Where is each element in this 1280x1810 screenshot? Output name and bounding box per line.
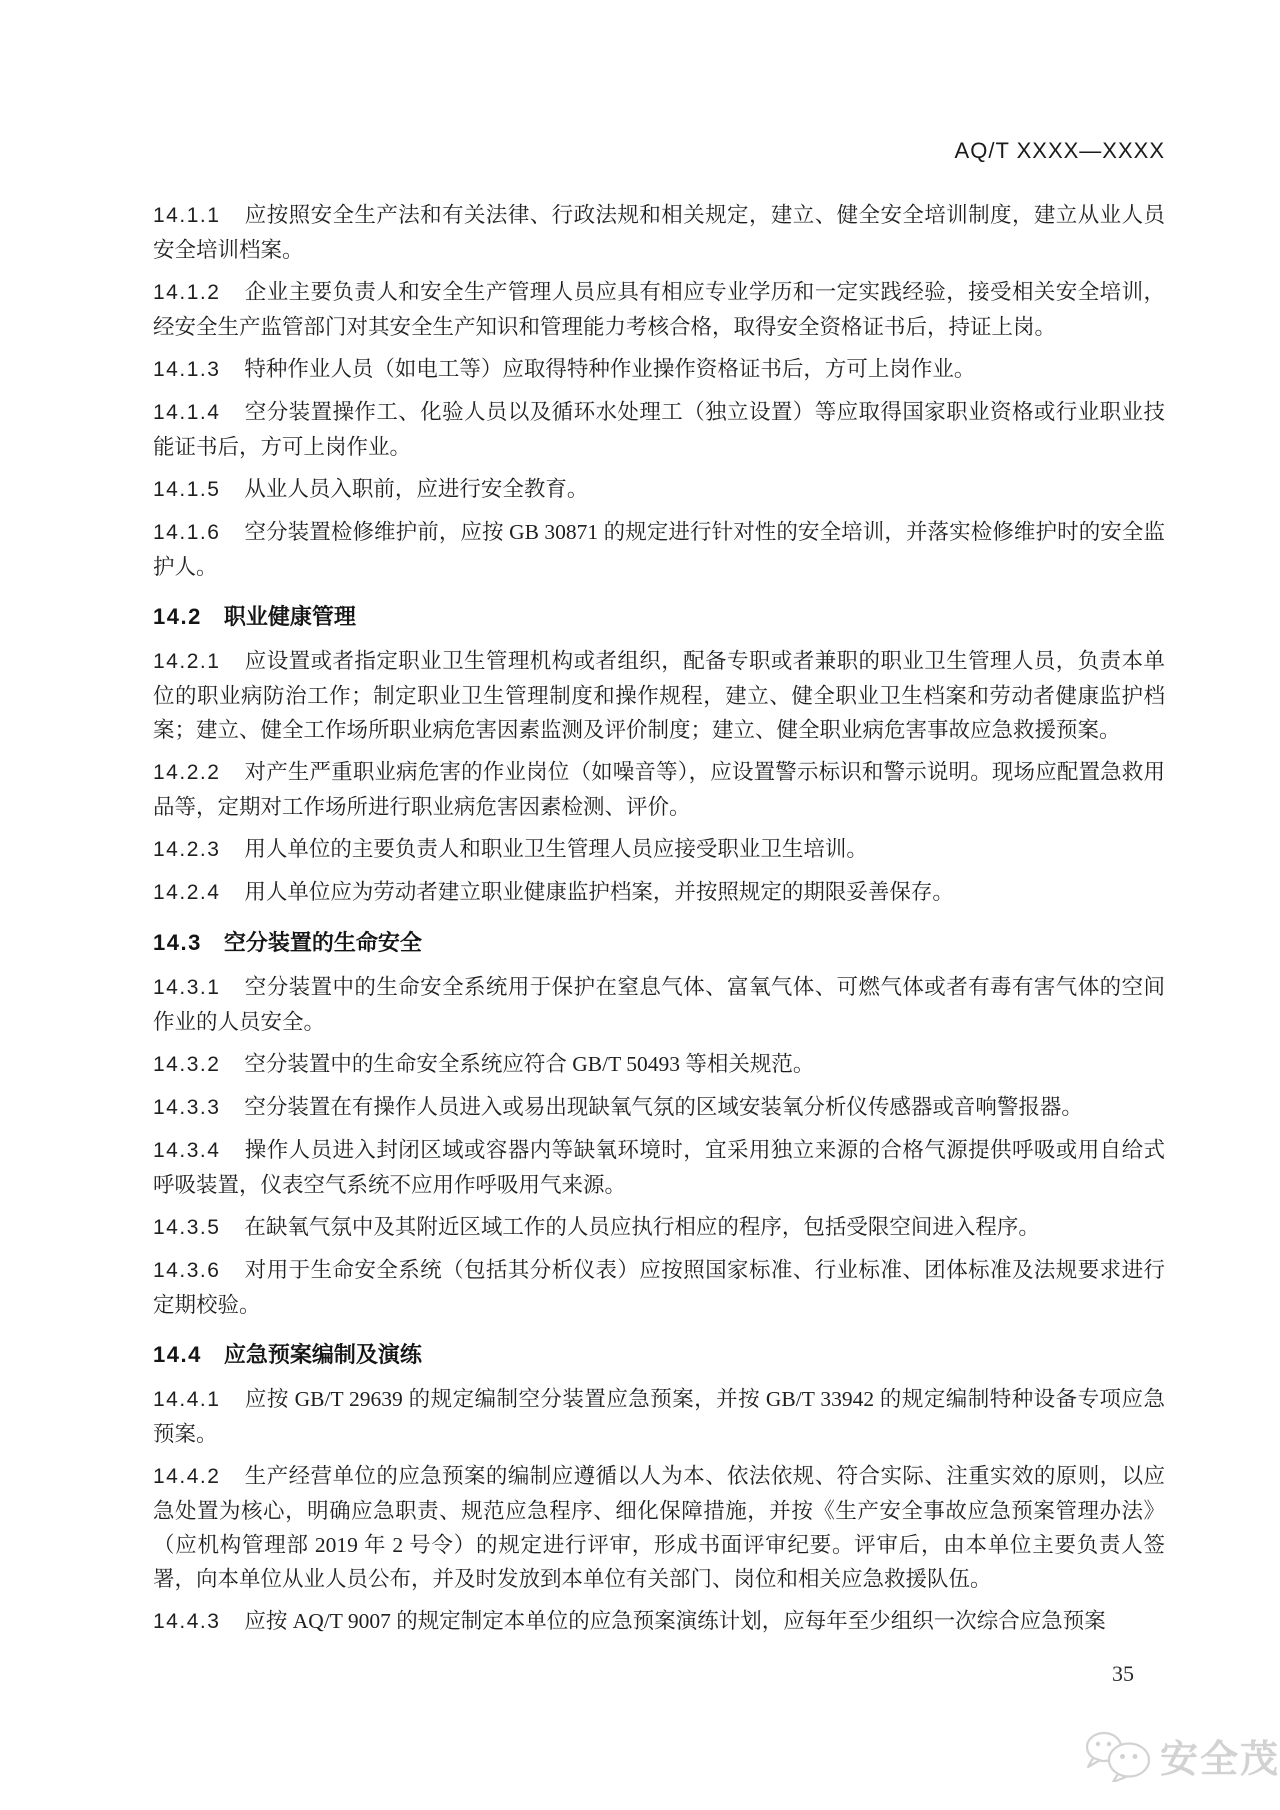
clause-14-4-3 [153,1604,1165,1639]
clause-number: 14.1.5 [153,478,221,501]
page-number: 35 [1112,1661,1134,1686]
clause-14-3-4 [153,1133,1165,1202]
doc-number-header: AQ/T XXXX—XXXX [954,138,1165,163]
clause-14-2-4 [153,875,1165,910]
clause-text: 空分装置检修维护前，应按 GB 30871 的规定进行针对性的安全培训，并落实检修维护时的安全监护人。 [153,520,1165,579]
clause-number: 14.3.4 [153,1139,221,1162]
clause-text: 应按照安全生产法和有关法律、行政法规和相关规定，建立、健全安全培训制度，建立从业人员安全培训档案。 [153,203,1165,262]
heading-text: 职业健康管理 [223,604,356,629]
clause-number: 14.4.2 [153,1465,221,1488]
clause-text: 企业主要负责人和安全生产管理人员应具有相应专业学历和一定实践经验，接受相关安全培训，经安全生产监管部门对其安全生产知识和管理能力考核合格，取得安全资格证书后，持证上岗。 [153,280,1165,339]
clause-number: 14.3.2 [153,1053,221,1076]
clause-14-3-2 [153,1047,1165,1082]
clause-text: 从业人员入职前，应进行安全教育。 [244,477,589,501]
clause-number: 14.1.6 [153,521,221,544]
clause-number: 14.2.3 [153,838,221,861]
clause-text: 生产经营单位的应急预案的编制应遵循以人为本、依法依规、符合实际、注重实效的原则，以应急处置为核心，明确应急职责、规范应急程序、细化保障措施，并按《生产安全事故应急预案管理办法》（应机构管理部 2019 年 2 号令）的规定进行评审，形成书面评审纪要。评审后，由本单位主要负责人签署，向本单位从业人员公布，并及时发放到本单位有关部门、岗位和相关应急救援队伍。 [153,1464,1165,1591]
clause-14-2-2 [153,755,1165,824]
clause-number: 14.4.3 [153,1610,221,1633]
clause-number: 14.4.1 [153,1388,221,1411]
clause-number: 14.3.1 [153,976,221,999]
section-heading-14-2 [153,600,1165,634]
wechat-bubbles-icon [1080,1730,1154,1782]
heading-text: 空分装置的生命安全 [223,930,422,955]
watermark [1080,1728,1280,1783]
clause-text: 空分装置在有操作人员进入或易出现缺氧气氛的区域安装氧分析仪传感器或音响警报器。 [244,1095,1083,1119]
clause-text: 空分装置操作工、化验人员以及循环水处理工（独立设置）等应取得国家职业资格或行业职业技能证书后，方可上岗作业。 [153,400,1165,459]
clause-text: 应按 AQ/T 9007 的规定制定本单位的应急预案演练计划，应每年至少组织一次综合应急预案 [244,1609,1106,1633]
clause-14-1-5 [153,472,1165,507]
clause-text: 应设置或者指定职业卫生管理机构或者组织，配备专职或者兼职的职业卫生管理人员，负责本单位的职业病防治工作；制定职业卫生管理制度和操作规程，建立、健全职业卫生档案和劳动者健康监护档案；建立、健全工作场所职业病危害因素监测及评价制度；建立、健全职业病危害事故应急救援预案。 [153,649,1165,742]
watermark-text: 安全茂 [1160,1739,1280,1781]
heading-text: 应急预案编制及演练 [223,1342,422,1367]
clause-14-4-2 [153,1459,1165,1596]
clause-14-2-3 [153,832,1165,867]
clause-text: 特种作业人员（如电工等）应取得特种作业操作资格证书后，方可上岗作业。 [244,357,976,381]
clause-14-1-3 [153,352,1165,387]
clause-14-3-5 [153,1210,1165,1245]
clause-14-2-1 [153,644,1165,747]
clause-number: 14.1.4 [153,401,221,424]
clause-14-1-4 [153,395,1165,464]
heading-number: 14.2 [153,604,202,629]
clause-text: 空分装置中的生命安全系统应符合 GB/T 50493 等相关规范。 [244,1052,815,1076]
clause-number: 14.3.5 [153,1216,221,1239]
clause-number: 14.2.4 [153,881,221,904]
section-heading-14-3 [153,926,1165,960]
clause-text: 操作人员进入封闭区域或容器内等缺氧环境时，宜采用独立来源的合格气源提供呼吸或用自给式呼吸装置，仪表空气系统不应用作呼吸用气来源。 [153,1138,1165,1197]
clause-number: 14.3.3 [153,1096,221,1119]
section-heading-14-4 [153,1338,1165,1372]
clause-14-3-6 [153,1253,1165,1322]
clause-text: 对产生严重职业病危害的作业岗位（如噪音等），应设置警示标识和警示说明。现场应配置急救用品等，定期对工作场所进行职业病危害因素检测、评价。 [153,760,1165,819]
clause-number: 14.2.1 [153,650,221,673]
clause-14-3-3 [153,1090,1165,1125]
clause-number: 14.1.3 [153,358,221,381]
clause-number: 14.2.2 [153,761,221,784]
heading-number: 14.4 [153,1342,202,1367]
clause-text: 用人单位应为劳动者建立职业健康监护档案，并按照规定的期限妥善保存。 [244,880,954,904]
clause-number: 14.3.6 [153,1259,221,1282]
clause-14-1-2 [153,275,1165,344]
clause-14-1-1 [153,198,1165,267]
clause-text: 用人单位的主要负责人和职业卫生管理人员应接受职业卫生培训。 [244,837,868,861]
document-body [153,190,1165,1647]
clause-number: 14.1.1 [153,204,221,227]
clause-text: 应按 GB/T 29639 的规定编制空分装置应急预案，并按 GB/T 33942 的规定编制特种设备专项应急预案。 [153,1387,1165,1446]
clause-number: 14.1.2 [153,281,221,304]
clause-text: 在缺氧气氛中及其附近区域工作的人员应执行相应的程序，包括受限空间进入程序。 [244,1215,1040,1239]
heading-number: 14.3 [153,930,202,955]
clause-14-4-1 [153,1382,1165,1451]
clause-text: 对用于生命安全系统（包括其分析仪表）应按照国家标准、行业标准、团体标准及法规要求进行定期校验。 [153,1258,1165,1317]
clause-14-1-6 [153,515,1165,584]
clause-text: 空分装置中的生命安全系统用于保护在窒息气体、富氧气体、可燃气体或者有毒有害气体的空间作业的人员安全。 [153,975,1165,1034]
clause-14-3-1 [153,970,1165,1039]
